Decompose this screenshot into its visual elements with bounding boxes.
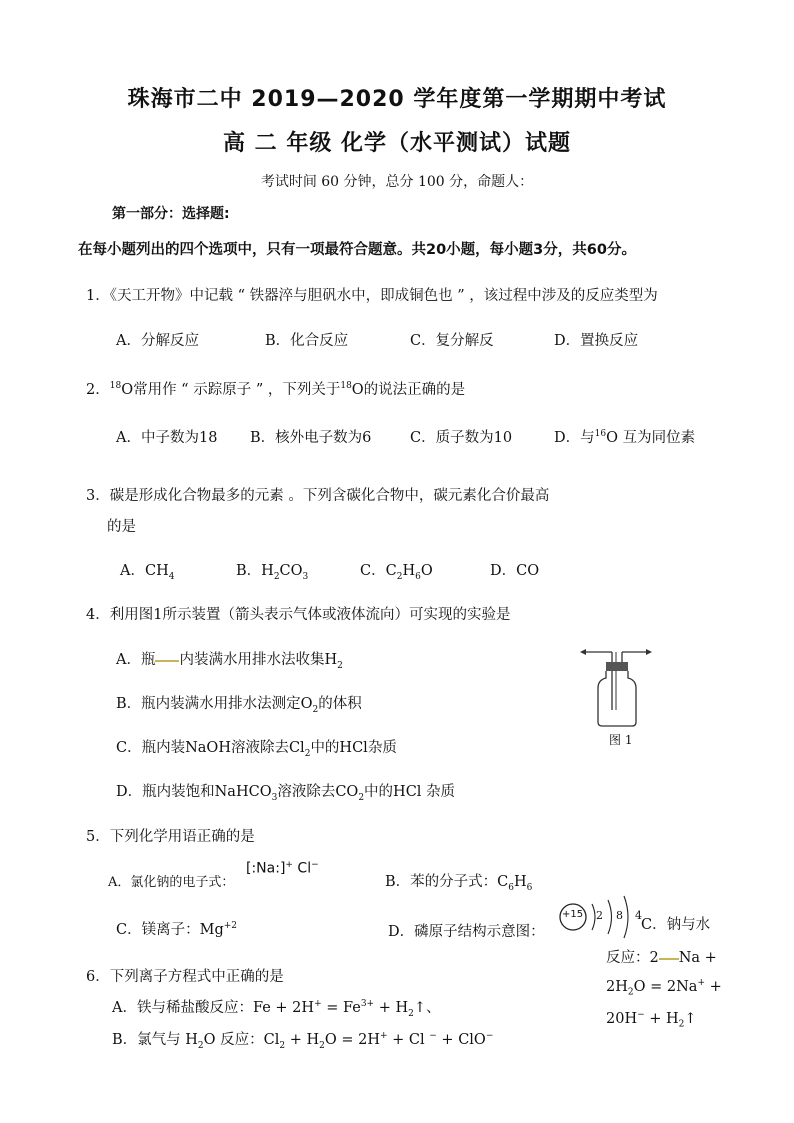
electron-shell-1 (592, 904, 595, 930)
question-2-option-a: A．中子数为18 (116, 430, 218, 446)
question-5-option-b: B．苯的分子式：$C_6H_6$ (385, 874, 533, 893)
question-1-stem: 1．《天工开物》中记载 “ 铁器淬与胆矾水中，即成铜色也 ” ，该过程中涉及的反应类型为 (86, 288, 658, 304)
question-1-option-d: D．置换反应 (554, 333, 639, 349)
question-2-option-b: B．核外电子数为6 (250, 430, 372, 446)
question-3-option-a: A．$CH_4$ (120, 563, 175, 582)
shell-1-count: 2 (596, 909, 603, 922)
question-1-option-a: A．分解反应 (116, 333, 199, 349)
question-2-option-d: D．与$^{16}$O 互为同位素 (554, 429, 696, 446)
question-2-stem: 2．$^{18}$O常用作 “ 示踪原子 ” ，下列关于$^{18}$O的说法正确的是 (86, 381, 466, 398)
question-3-stem-line2: 的是 (107, 519, 136, 535)
question-1-option-b: B．化合反应 (265, 333, 349, 349)
question-5-option-d: D．磷原子结构示意图： (388, 924, 545, 940)
gas-bottle-figure (576, 640, 656, 730)
shell-2-count: 8 (616, 909, 623, 922)
question-3-option-b: B．$H_2CO_3$ (236, 563, 309, 582)
question-4-option-d: D．瓶内装饱和NaHCO$_3$溶液除去$CO_2$中的HCl 杂质 (116, 784, 456, 803)
bottle-outline (598, 671, 636, 726)
sodium-water-line-1: 反应：2 Na + (606, 950, 717, 966)
question-4-option-a: A．瓶 内装满水用排水法收集$H_2$ (116, 652, 343, 671)
question-5-option-c: C．镁离子：$Mg^{+2}$ (116, 921, 238, 938)
question-4-option-c: C．瓶内装NaOH溶液除去$Cl_2$中的HCl杂质 (116, 740, 397, 759)
exam-title: 珠海市二中 2019—2020 学年度第一学期期中考试 (127, 87, 667, 112)
question-3-option-c: C．$C_2H_6O$ (360, 563, 433, 582)
question-6-option-a: A．铁与稀盐酸反应：$Fe + 2H^+ = Fe^{3+}$ + $H_2↑$、 (112, 999, 441, 1019)
question-5-option-a: A．氯化钠的电子式： (108, 875, 235, 890)
nucleus-charge: +15 (562, 909, 584, 920)
question-4-option-b: B．瓶内装满水用排水法测定$O_2$的体积 (116, 696, 362, 715)
figure-caption: 图 1 (609, 733, 633, 747)
question-6-option-b: B．氯气与 $H_2O$ 反应：$Cl_2 + H_2O = 2H^+ + Cl$ − + ClO− (112, 1031, 494, 1051)
sodium-chloride-electron-formula: [:Na:]+ Cl− (246, 860, 319, 877)
question-2-option-c: C．质子数为10 (410, 430, 513, 446)
question-6-stem: 6．下列离子方程式中正确的是 (86, 969, 284, 985)
sodium-water-line-2: $2H_2O = 2Na^+$ + (606, 978, 722, 998)
question-4-stem: 4．利用图1所示装置（箭头表示气体或液体流向）可实现的实验是 (86, 607, 511, 623)
question-3-stem-line1: 3．碳是形成化合物最多的元素 。下列含碳化合物中，碳元素化合价最高 (86, 488, 550, 504)
outlet-arrow-icon (646, 649, 652, 655)
shell-3-count: 4 (635, 909, 642, 922)
question-5-stem: 5．下列化学用语正确的是 (86, 829, 255, 845)
section-heading: 第一部分：选择题: (112, 206, 230, 222)
electron-shell-3 (624, 896, 628, 938)
stopper (606, 662, 628, 671)
sodium-water-line-3: $20H^- + H_2↑$ (606, 1010, 697, 1030)
exam-info: 考试时间 60 分钟，总分 100 分，命题人： (260, 174, 534, 190)
sodium-water-option-c-label: C．钠与水 (641, 917, 711, 933)
inlet-arrow-icon (580, 649, 586, 655)
electron-shell-2 (608, 900, 612, 934)
blank-underline (155, 658, 179, 662)
question-3-option-d: D．CO (490, 563, 540, 579)
question-1-option-c: C．复分解反 (410, 333, 494, 349)
blank-underline (659, 956, 679, 960)
section-instruction: 在每小题列出的四个选项中，只有一项最符合题意。共20小题，每小题3分，共60分。 (78, 242, 636, 258)
exam-subtitle: 高 二 年级 化学（水平测试）试题 (223, 131, 571, 156)
